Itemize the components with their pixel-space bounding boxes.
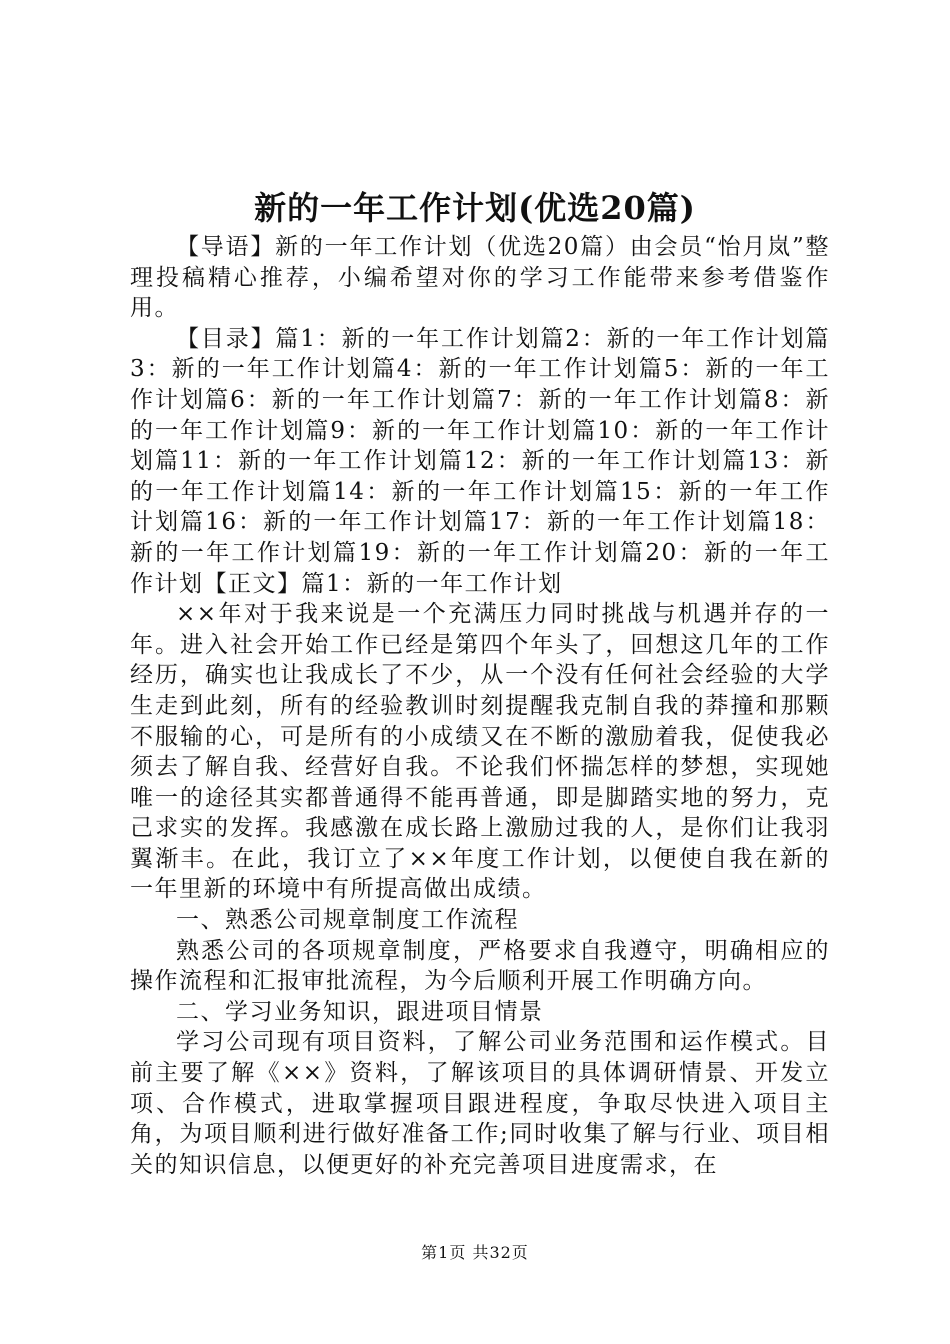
toc-paragraph: 【目录】篇1：新的一年工作计划篇2：新的一年工作计划篇3：新的一年工作计划篇4：新的一年工作计划篇5：新的一年工作计划篇6：新的一年工作计划篇7：新的一年工作计划篇8：新的一年工作计划篇9：新的一年工作计划篇10：新的一年工作计划篇11：新的一年工作计划篇12：新的一年工作计划篇13：新的一年工作计划篇14：新的一年工作计划篇15：新的一年工作计划篇16：新的一年工作计划篇17：新的一年工作计划篇18：新的一年工作计划篇19：新的一年工作计划篇20：新的一年工作计划【正文】篇1：新的一年工作计划 [130, 325, 830, 597]
body-paragraph: 学习公司现有项目资料，了解公司业务范围和运作模式。目前主要了解《××》资料，了解该项目的具体调研情景、开发立项、合作模式，进取掌握项目跟进程度，争取尽快进入项目主角，为项目顺利进行做好准备工作;同时收集了解与行业、项目相关的知识信息，以便更好的补充完善项目进度需求，在 [130, 1029, 830, 1178]
page-footer: 第1页 共32页 [421, 1243, 529, 1262]
body-paragraph: ××年对于我来说是一个充满压力同时挑战与机遇并存的一年。进入社会开始工作已经是第四个年头了，回想这几年的工作经历，确实也让我成长了不少，从一个没有任何社会经验的大学生走到此刻，所有的经验教训时刻提醒我克制自我的莽撞和那颗不服输的心，可是所有的小成绩又在不断的激励着我，促使我必须去了解自我、经营好自我。不论我们怀揣怎样的梦想，实现她唯一的途径其实都普通得不能再普通，即是脚踏实地的努力，克己求实的发挥。我感激在成长路上激励过我的人，是你们让我羽翼渐丰。在此，我订立了××年度工作计划，以便使自我在新的一年里新的环境中有所提高做出成绩。 [130, 601, 830, 903]
body-paragraph: 熟悉公司的各项规章制度，严格要求自我遵守，明确相应的操作流程和汇报审批流程，为今后顺利开展工作明确方向。 [130, 937, 830, 995]
document-title: 新的一年工作计划(优选20篇) [254, 189, 696, 227]
document-body [130, 232, 830, 1180]
section-heading: 一、熟悉公司规章制度工作流程 [176, 907, 519, 934]
section-heading: 二、学习业务知识，跟进项目情景 [176, 998, 544, 1025]
intro-paragraph: 【导语】新的一年工作计划（优选20篇）由会员“怡月岚”整理投稿精心推荐，小编希望对你的学习工作能带来参考借鉴作用。 [130, 234, 830, 322]
